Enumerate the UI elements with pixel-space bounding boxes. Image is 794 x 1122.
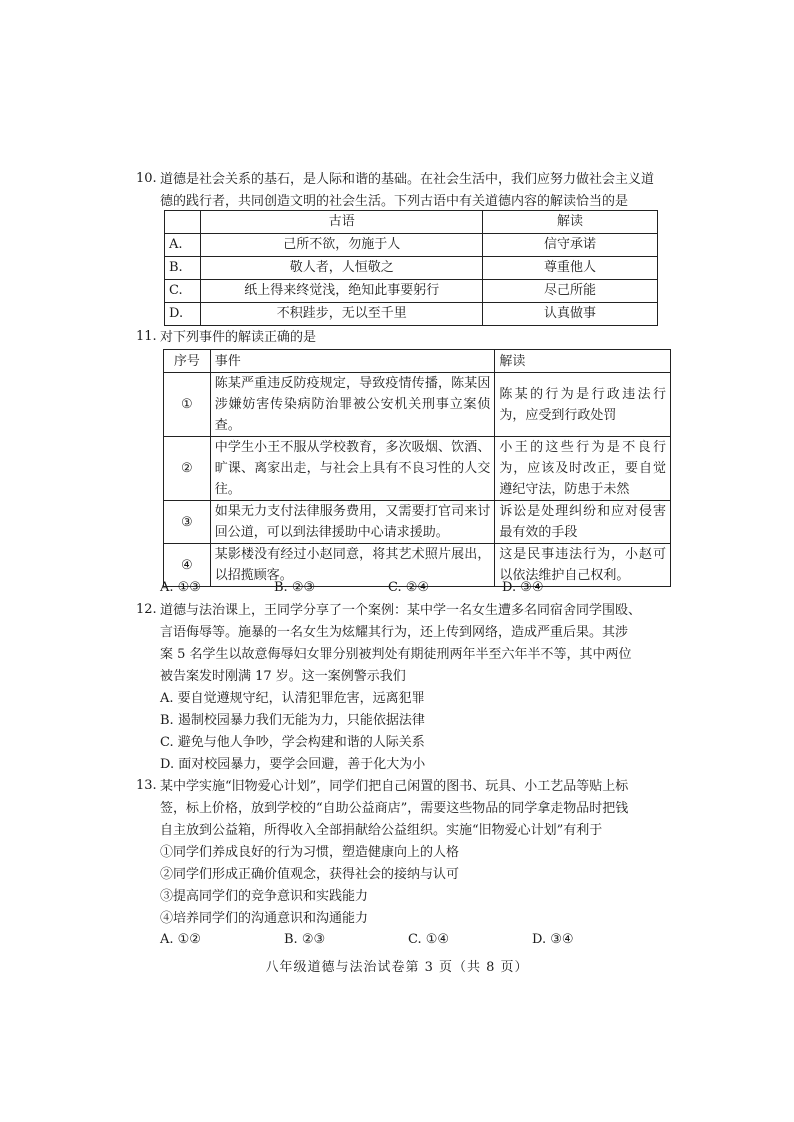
q13-stem [160,776,672,930]
q11-stem-line: 对下列事件的解读正确的是 [160,330,317,345]
q11-options [160,578,544,598]
q13-stem-line: 自主放到公益箱，所得收入全部捐献给公益组织。实施“旧物爱心计划”有利于 [160,823,603,838]
q11-row-number: ② [164,437,211,501]
q12-stem-line: 言语侮辱等。施暴的一名女生为炫耀其行为，还上传到网络，造成严重后果。其涉 [160,625,629,640]
q11-header-cell: 解读 [495,350,671,373]
q11-option-c[interactable]: C. ②④ [388,580,430,595]
q11-interpretation: 这是民事违法行为，小赵可以依法维护自己权利。 [495,544,671,587]
q12-stem-line: 案 5 名学生以故意侮辱妇女罪分别被判处有期徒刑两年半至六年半不等，其中两位 [160,647,632,662]
q10-table-header [165,211,658,234]
table-row [164,437,671,501]
q10-proverb: 纸上得来终觉浅，绝知此事要躬行 [201,280,483,303]
q10-proverb: 不积跬步，无以至千里 [201,303,483,326]
q10-proverb: 己所不欲，勿施于人 [201,234,483,257]
q13-option-a[interactable]: A. ①② [160,932,201,947]
q12-stem-line: 被告案发时刚满 17 岁。这一案例警示我们 [160,669,406,684]
q11-option-d[interactable]: D. ③④ [502,580,544,595]
q11-table [163,349,671,587]
q13-stem-line: 签，标上价格，放到学校的“自助公益商店”，需要这些物品的同学拿走物品时把钱 [160,801,629,816]
table-row [165,303,658,326]
q10-option-letter: D. [165,303,201,326]
page-footer: 八年级道德与法治试卷第 3 页（共 8 页） [265,960,529,975]
q12-choice-a[interactable]: A. 要自觉遵规守纪，认清犯罪危害，远离犯罪 [160,691,425,706]
q13-statement: ④培养同学们的沟通意识和沟通能力 [160,911,369,926]
q11-row-number: ③ [164,501,211,544]
q10-option-letter: C. [165,280,201,303]
q11-number: 11. [136,329,157,344]
q11-option-b[interactable]: B. ②③ [274,580,316,595]
q12-choice-b[interactable]: B. 遏制校园暴力我们无能为力，只能依据法律 [160,713,425,728]
q11-interpretation: 陈某的行为是行政违法行为，应受到行政处罚 [495,373,671,437]
q13-option-d[interactable]: D. ③④ [532,932,574,947]
q11-event: 中学生小王不服从学校教育，多次吸烟、饮酒、旷课、离家出走，与社会上具有不良习性的人交往。 [210,437,495,501]
q10-stem-line: 道德是社会关系的基石，是人际和谐的基础。在社会生活中，我们应努力做社会主义道 [160,172,655,187]
q11-interpretation: 小王的这些行为是不良行为，应该及时改正，要自觉遵纪守法，防患于未然 [495,437,671,501]
q10-interpretation: 尽己所能 [483,280,658,303]
q13-option-b[interactable]: B. ②③ [284,932,326,947]
q11-row-number: ① [164,373,211,437]
q10-stem [160,169,672,213]
q11-stem [160,327,672,349]
q10-header-cell [165,211,201,234]
q12-number: 12. [136,602,157,617]
q10-number: 10. [136,171,157,186]
q11-table-header [164,350,671,373]
q12-stem-line: 道德与法治课上，王同学分享了一个案例：某中学一名女生遭多名同宿舍同学围殴、 [160,603,642,618]
q11-header-cell: 序号 [164,350,211,373]
q11-event: 某影楼没有经过小赵同意，将其艺术照片展出，以招揽顾客。 [210,544,495,587]
q13-number: 13. [136,778,157,793]
table-row [165,257,658,280]
q10-table [164,210,658,326]
q13-option-c[interactable]: C. ①④ [408,932,450,947]
table-row [164,373,671,437]
q10-interpretation: 尊重他人 [483,257,658,280]
q13-options [160,930,574,950]
table-row [165,234,658,257]
q10-proverb: 敬人者，人恒敬之 [201,257,483,280]
q11-interpretation: 诉讼是处理纠纷和应对侵害最有效的手段 [495,501,671,544]
q10-option-letter: B. [165,257,201,280]
q10-option-letter: A. [165,234,201,257]
q10-interpretation: 信守承诺 [483,234,658,257]
table-row [164,501,671,544]
q13-stem-line: 某中学实施“旧物爱心计划”，同学们把自己闲置的图书、玩具、小工艺品等贴上标 [160,779,629,794]
q10-stem-line: 德的践行者，共同创造文明的社会生活。下列古语中有关道德内容的解读恰当的是 [160,194,629,209]
q10-header-cell: 古语 [201,211,483,234]
q11-event: 如果无力支付法律服务费用，又需要打官司来讨回公道，可以到法律援助中心请求援助。 [210,501,495,544]
q13-statement: ②同学们形成正确价值观念，获得社会的接纳与认可 [160,867,460,882]
q12-stem [160,600,672,776]
q11-option-a[interactable]: A. ①③ [160,580,201,595]
q10-header-cell: 解读 [483,211,658,234]
q13-statement: ③提高同学们的竞争意识和实践能力 [160,889,369,904]
table-row [165,280,658,303]
q11-header-cell: 事件 [210,350,495,373]
q12-choice-d[interactable]: D. 面对校园暴力，要学会回避，善于化大为小 [160,757,426,772]
q11-event: 陈某严重违反防疫规定，导致疫情传播，陈某因涉嫌妨害传染病防治罪被公安机关刑事立案侦查。 [210,373,495,437]
q13-statement: ①同学们养成良好的行为习惯，塑造健康向上的人格 [160,845,460,860]
q11-row-number: ④ [164,544,211,587]
q12-choice-c[interactable]: C. 避免与他人争吵，学会构建和谐的人际关系 [160,735,425,750]
q10-interpretation: 认真做事 [483,303,658,326]
